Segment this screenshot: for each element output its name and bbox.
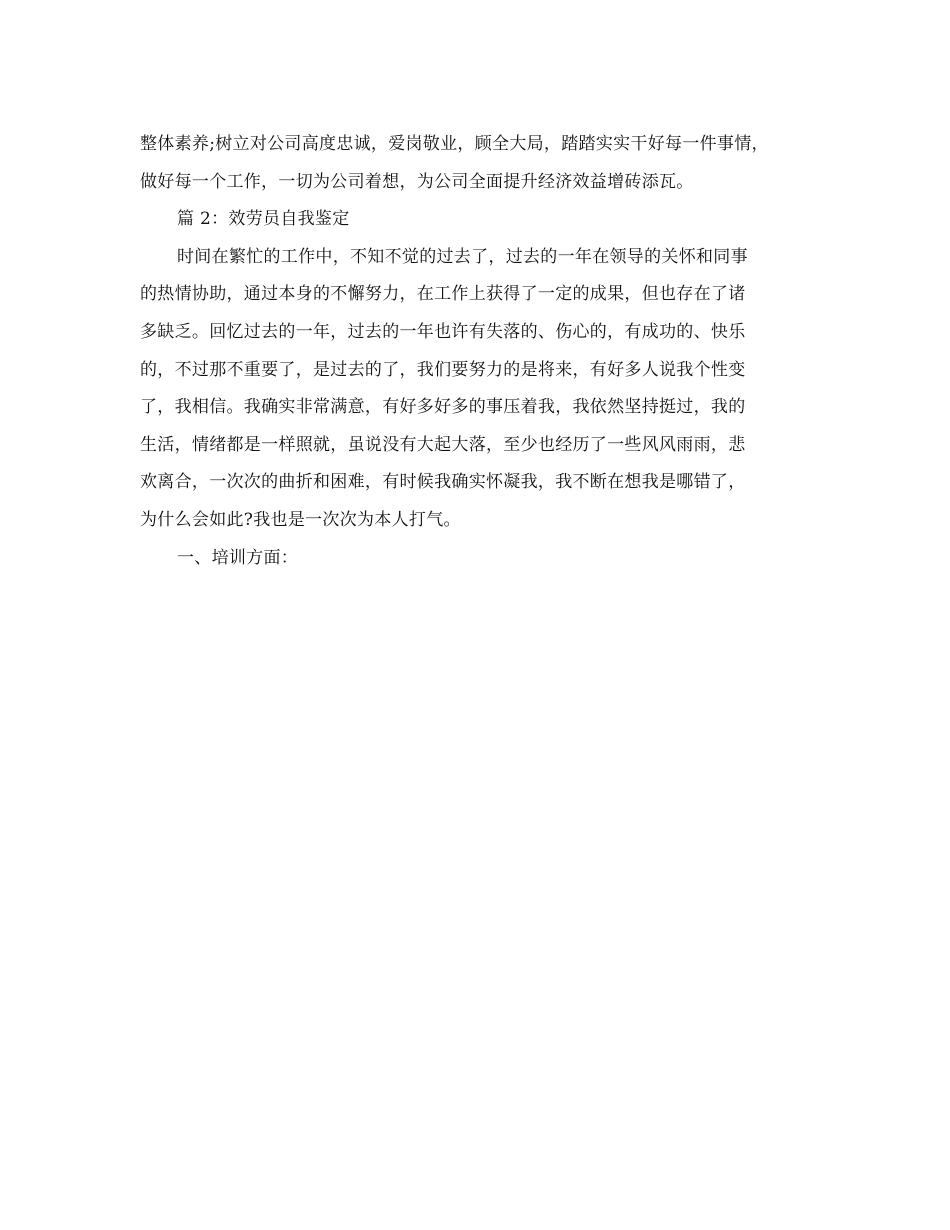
text-line: 生活，情绪都是一样照就，虽说没有大起大落，至少也经历了一些风风雨雨，悲 xyxy=(140,434,746,455)
text-line: 为什么会如此?我也是一次次为本人打气。 xyxy=(140,509,461,530)
document-body xyxy=(140,126,820,577)
text-line: 欢离合，一次次的曲折和困难，有时候我确实怀凝我，我不断在想我是哪错了， xyxy=(140,472,746,493)
text-line: 篇 2：效劳员自我鉴定 xyxy=(177,209,350,230)
text-line: 整体素养;树立对公司高度忠诚，爱岗敬业，顾全大局，踏踏实实干好每一件事情， xyxy=(140,134,769,154)
text-line: 的热情协助，通过本身的不懈努力，在工作上获得了一定的成果，但也存在了诸 xyxy=(140,284,746,305)
text-line: 多缺乏。回忆过去的一年，过去的一年也许有失落的、伤心的，有成功的、快乐 xyxy=(140,321,746,342)
text-line: 一、培训方面： xyxy=(177,547,299,568)
text-line: 了，我相信。我确实非常满意，有好多好多的事压着我，我依然坚持挺过，我的 xyxy=(140,397,746,418)
text-line: 做好每一个工作，一切为公司着想，为公司全面提升经济效益增砖添瓦。 xyxy=(140,171,694,192)
text-line: 时间在繁忙的工作中，不知不觉的过去了，过去的一年在领导的关怀和同事 xyxy=(177,246,748,267)
text-line: 的，不过那不重要了，是过去的了，我们要努力的是将来，有好多人说我个性变 xyxy=(140,359,746,380)
